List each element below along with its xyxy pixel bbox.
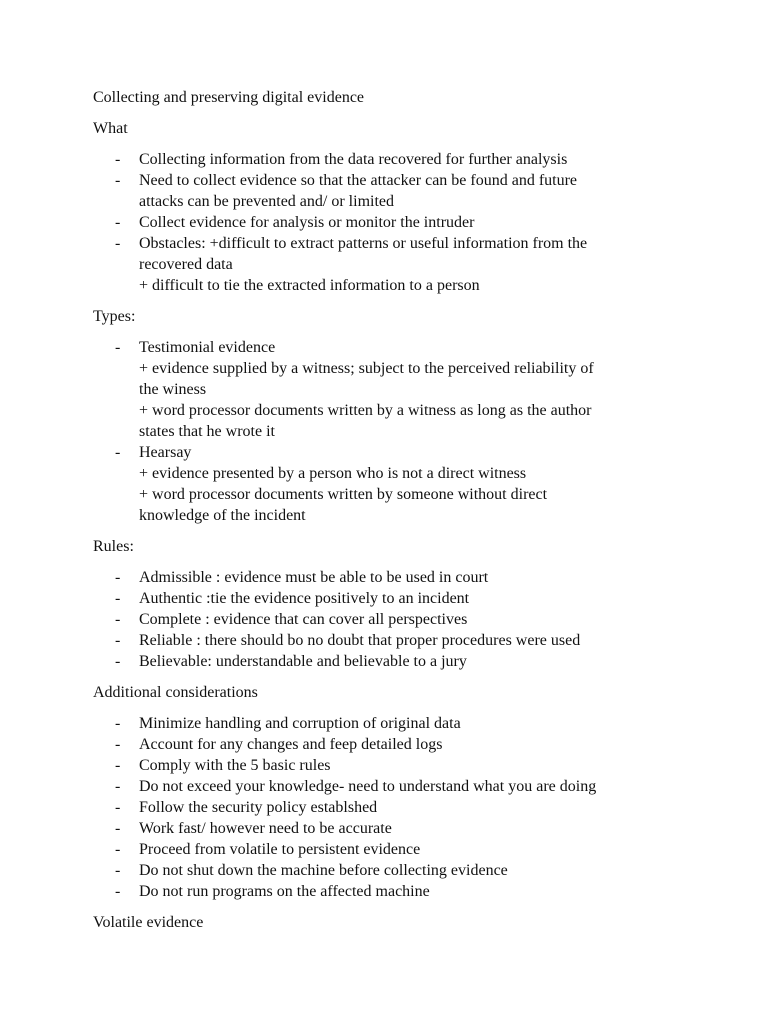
section-volatile-evidence [93,912,673,933]
section-heading: Types: [93,308,136,325]
list-item-line: + difficult to tie the extracted information to a person [139,277,480,294]
section-heading: Rules: [93,538,134,555]
section-types [93,306,673,526]
list-item-line: attacks can be prevented and/ or limited [139,193,395,210]
list-item-line: Do not shut down the machine before collecting evidence [139,862,508,879]
bullet-marker: - [115,862,121,879]
bullet-list [93,149,673,296]
bullet-marker: - [115,172,121,189]
list-item-line: Testimonial evidence [139,339,276,356]
list-item [93,212,673,233]
bullet-marker: - [115,235,121,252]
list-item [93,734,673,755]
list-item [93,860,673,881]
document-title: Collecting and preserving digital evidence [93,89,365,106]
list-item-line: + word processor documents written by someone without direct [139,486,548,503]
document-body [93,118,673,933]
list-item-line: Collect evidence for analysis or monitor the intruder [139,214,475,231]
list-item-line: Reliable : there should bo no doubt that proper procedures were used [139,632,581,649]
bullet-list [93,713,673,902]
list-item [93,651,673,672]
list-item-line: Hearsay [139,444,192,461]
bullet-marker: - [115,715,121,732]
list-item-line: Admissible : evidence must be able to be used in court [139,569,489,586]
bullet-marker: - [115,778,121,795]
list-item [93,755,673,776]
list-item-line: Work fast/ however need to be accurate [139,820,392,837]
list-item-line: Proceed from volatile to persistent evidence [139,841,421,858]
list-item-line: Do not run programs on the affected machine [139,883,430,900]
list-item-line: Authentic :tie the evidence positively to an incident [139,590,470,607]
list-item-line: knowledge of the incident [139,507,306,524]
list-item [93,442,673,526]
list-item [93,881,673,902]
list-item [93,609,673,630]
bullet-marker: - [115,841,121,858]
list-item-line: states that he wrote it [139,423,275,440]
document-page [93,87,673,943]
section-heading: Additional considerations [93,684,258,701]
list-item-line: Obstacles: +difficult to extract patterns or useful information from the [139,235,588,252]
list-item-line: + evidence presented by a person who is not a direct witness [139,465,527,482]
list-item-line: Comply with the 5 basic rules [139,757,331,774]
list-item [93,149,673,170]
bullet-list [93,337,673,526]
bullet-marker: - [115,820,121,837]
list-item [93,818,673,839]
list-item [93,713,673,734]
list-item [93,797,673,818]
list-item-line: Follow the security policy establshed [139,799,378,816]
bullet-marker: - [115,736,121,753]
list-item [93,170,673,212]
bullet-list [93,567,673,672]
bullet-marker: - [115,883,121,900]
list-item-line: recovered data [139,256,233,273]
list-item [93,567,673,588]
bullet-marker: - [115,214,121,231]
bullet-marker: - [115,653,121,670]
list-item-line: the winess [139,381,207,398]
list-item [93,776,673,797]
list-item-line: + evidence supplied by a witness; subject to the perceived reliability of [139,360,594,377]
list-item-line: Need to collect evidence so that the attacker can be found and future [139,172,578,189]
bullet-marker: - [115,339,121,356]
list-item-line: Account for any changes and feep detailed logs [139,736,443,753]
list-item [93,839,673,860]
section-what [93,118,673,296]
bullet-marker: - [115,611,121,628]
bullet-marker: - [115,757,121,774]
list-item [93,630,673,651]
list-item-line: Believable: understandable and believable to a jury [139,653,467,670]
list-item-line: + word processor documents written by a witness as long as the author [139,402,592,419]
bullet-marker: - [115,632,121,649]
list-item-line: Collecting information from the data recovered for further analysis [139,151,568,168]
list-item [93,337,673,442]
list-item-line: Minimize handling and corruption of original data [139,715,461,732]
bullet-marker: - [115,444,121,461]
section-heading: What [93,120,128,137]
section-rules [93,536,673,672]
list-item-line: Complete : evidence that can cover all perspectives [139,611,468,628]
section-heading: Volatile evidence [93,914,204,931]
list-item-line: Do not exceed your knowledge- need to understand what you are doing [139,778,597,795]
list-item [93,233,673,296]
section-additional-considerations [93,682,673,902]
bullet-marker: - [115,799,121,816]
bullet-marker: - [115,151,121,168]
list-item [93,588,673,609]
bullet-marker: - [115,590,121,607]
bullet-marker: - [115,569,121,586]
